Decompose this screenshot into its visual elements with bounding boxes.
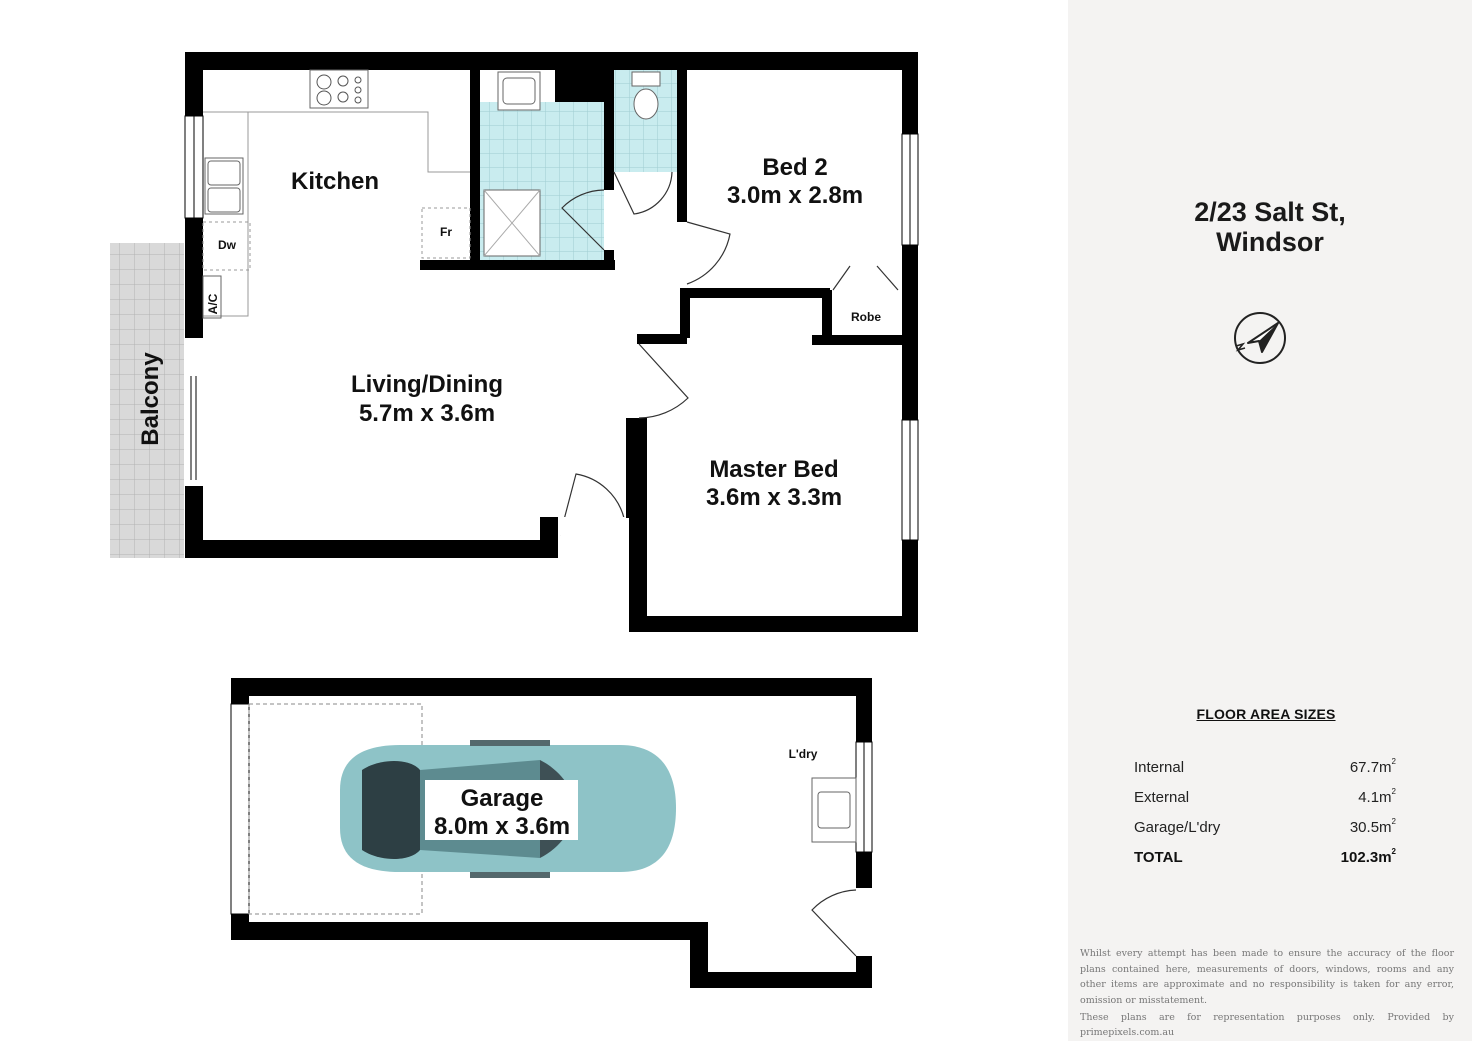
master-label: Master Bed bbox=[709, 456, 839, 483]
aircon-label: A/C bbox=[206, 293, 220, 315]
kitchen-label: Kitchen bbox=[290, 168, 380, 195]
area-value: $102.3m^2$ bbox=[1340, 847, 1396, 866]
info-sidebar bbox=[1068, 0, 1472, 1041]
bed2-dim: 3.0m x 2.8m bbox=[726, 182, 864, 209]
address-line1: 2/23 Salt St, bbox=[1194, 197, 1346, 227]
area-label: External bbox=[1134, 789, 1190, 806]
living-label: Living/Dining bbox=[351, 371, 503, 398]
credit-text: These plans are for representation purposes only. Provided by primepixels.com.au bbox=[1080, 1012, 1454, 1038]
north-compass-icon bbox=[1232, 310, 1288, 366]
area-label: Internal bbox=[1134, 759, 1185, 776]
floor-area-title: FLOOR AREA SIZES bbox=[1196, 706, 1336, 722]
bed2-label: Bed 2 bbox=[762, 154, 828, 181]
area-row-external bbox=[1134, 789, 1396, 809]
address-line2: Windsor bbox=[1216, 227, 1324, 257]
laundry-label: L'dry bbox=[788, 747, 818, 761]
area-row-total bbox=[1134, 849, 1396, 869]
dishwasher-label: Dw bbox=[218, 238, 236, 252]
laundry-sink bbox=[812, 778, 856, 842]
area-value: $67.7m^2$ bbox=[1349, 757, 1396, 776]
living-dim: 5.7m x 3.6m bbox=[358, 400, 496, 427]
disclaimer-text: Whilst every attempt has been made to ensure the accuracy of the floor plans contained here, measurements of doors, windows, rooms and any other items are approximate and no responsibility is taken for any error, omission or misstatement. bbox=[1080, 948, 1454, 1006]
area-value: $4.1m^2$ bbox=[1358, 787, 1396, 806]
area-row-garage bbox=[1134, 819, 1396, 839]
area-row-internal bbox=[1134, 759, 1396, 779]
garage-dim: 8.0m x 3.6m bbox=[433, 813, 571, 840]
area-label: TOTAL bbox=[1134, 849, 1183, 866]
robe-label: Robe bbox=[851, 310, 881, 324]
area-label: Garage/L'dry bbox=[1134, 819, 1221, 836]
laundry-door bbox=[812, 890, 856, 956]
area-value: $30.5m^2$ bbox=[1349, 817, 1396, 836]
garage-label: Garage bbox=[460, 785, 544, 812]
balcony-label: Balcony bbox=[137, 352, 164, 446]
fridge-label: Fr bbox=[440, 225, 452, 239]
master-dim: 3.6m x 3.3m bbox=[705, 484, 843, 511]
